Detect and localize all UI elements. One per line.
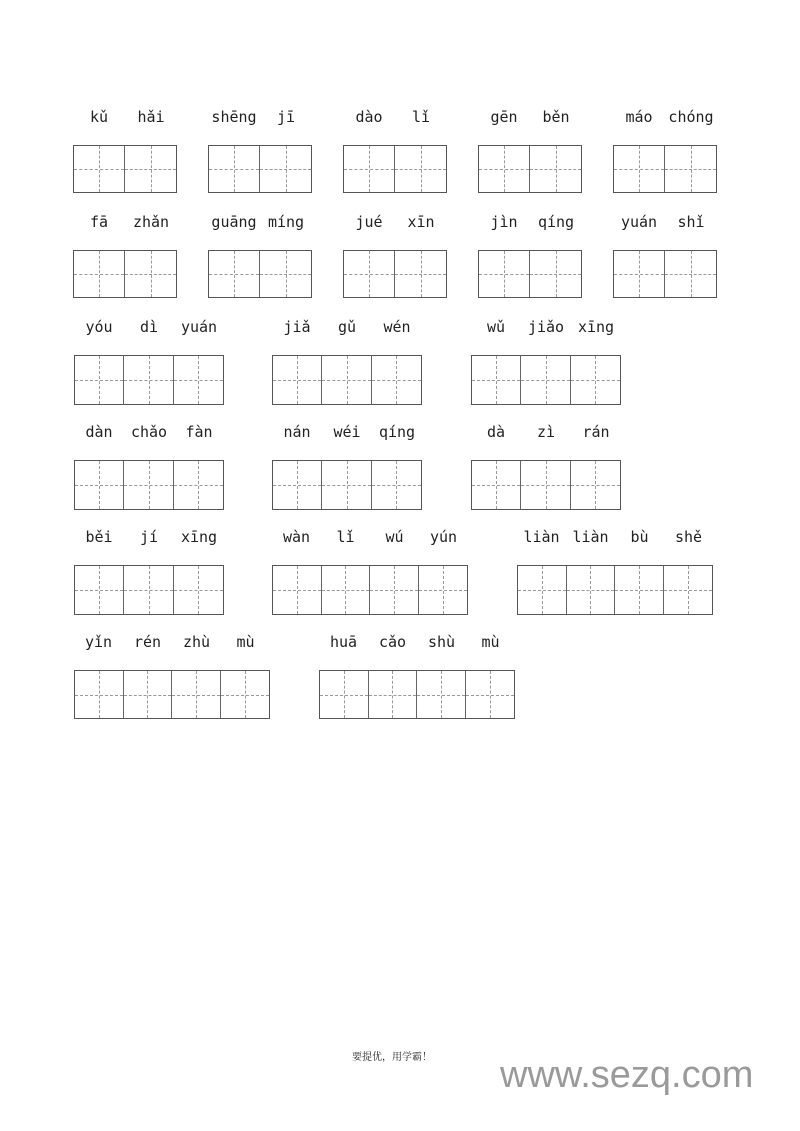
pinyin-syllable: bù bbox=[630, 528, 649, 546]
tianzige-cell[interactable] bbox=[124, 356, 173, 404]
pinyin-label bbox=[73, 213, 177, 231]
horizontal-guide-line bbox=[260, 169, 311, 170]
horizontal-guide-line bbox=[174, 485, 223, 486]
character-writing-grid bbox=[272, 460, 422, 510]
pinyin-label bbox=[272, 528, 468, 546]
horizontal-guide-line bbox=[530, 169, 581, 170]
pinyin-syllable: shǐ bbox=[677, 213, 705, 231]
pinyin-syllable: lǐ bbox=[411, 108, 431, 126]
horizontal-guide-line bbox=[320, 695, 368, 696]
tianzige-cell[interactable] bbox=[209, 146, 260, 192]
pinyin-syllable: běi bbox=[85, 528, 113, 546]
character-writing-grid bbox=[517, 565, 713, 615]
horizontal-guide-line bbox=[571, 485, 620, 486]
pinyin-syllable: nán bbox=[283, 423, 311, 441]
pinyin-syllable: yóu bbox=[85, 318, 113, 336]
pinyin-label bbox=[478, 108, 582, 126]
horizontal-guide-line bbox=[260, 274, 311, 275]
tianzige-cell[interactable] bbox=[75, 356, 124, 404]
horizontal-guide-line bbox=[466, 695, 515, 696]
pinyin-syllable: xīn bbox=[407, 213, 435, 231]
horizontal-guide-line bbox=[124, 695, 172, 696]
pinyin-label bbox=[272, 318, 422, 336]
tianzige-cell[interactable] bbox=[174, 356, 223, 404]
tianzige-cell[interactable] bbox=[419, 566, 468, 614]
tianzige-cell[interactable] bbox=[74, 251, 125, 297]
tianzige-cell[interactable] bbox=[571, 461, 620, 509]
horizontal-guide-line bbox=[614, 274, 664, 275]
horizontal-guide-line bbox=[209, 169, 259, 170]
horizontal-guide-line bbox=[124, 380, 172, 381]
pinyin-syllable: chóng bbox=[668, 108, 714, 126]
horizontal-guide-line bbox=[479, 274, 529, 275]
pinyin-syllable: shēng bbox=[211, 108, 257, 126]
horizontal-guide-line bbox=[369, 695, 417, 696]
pinyin-syllable: zhù bbox=[182, 633, 211, 651]
tianzige-cell[interactable] bbox=[521, 356, 570, 404]
horizontal-guide-line bbox=[571, 380, 620, 381]
horizontal-guide-line bbox=[372, 485, 421, 486]
pinyin-syllable: míng bbox=[267, 213, 305, 231]
tianzige-cell[interactable] bbox=[124, 461, 173, 509]
character-writing-grid bbox=[319, 670, 515, 719]
horizontal-guide-line bbox=[75, 380, 123, 381]
pinyin-label bbox=[73, 108, 177, 126]
pinyin-syllable: jiǎ bbox=[283, 318, 311, 336]
horizontal-guide-line bbox=[172, 695, 220, 696]
pinyin-syllable: jué bbox=[355, 213, 383, 231]
pinyin-syllable: cǎo bbox=[378, 633, 407, 651]
tianzige-cell[interactable] bbox=[322, 461, 371, 509]
horizontal-guide-line bbox=[518, 590, 566, 591]
character-writing-grid bbox=[471, 355, 621, 405]
character-writing-grid bbox=[343, 250, 447, 298]
tianzige-cell[interactable] bbox=[372, 356, 421, 404]
character-writing-grid bbox=[613, 250, 717, 298]
tianzige-cell[interactable] bbox=[664, 566, 713, 614]
tianzige-cell[interactable] bbox=[417, 671, 466, 718]
tianzige-cell[interactable] bbox=[472, 461, 521, 509]
tianzige-cell[interactable] bbox=[320, 671, 369, 718]
pinyin-syllable: wéi bbox=[333, 423, 361, 441]
pinyin-syllable: gēn bbox=[490, 108, 518, 126]
horizontal-guide-line bbox=[124, 485, 172, 486]
horizontal-guide-line bbox=[74, 169, 124, 170]
tianzige-cell[interactable] bbox=[479, 146, 530, 192]
pinyin-syllable: jī bbox=[276, 108, 296, 126]
horizontal-guide-line bbox=[521, 485, 569, 486]
horizontal-guide-line bbox=[665, 169, 716, 170]
tianzige-cell[interactable] bbox=[665, 251, 716, 297]
tianzige-cell[interactable] bbox=[665, 146, 716, 192]
tianzige-cell[interactable] bbox=[344, 146, 395, 192]
tianzige-cell[interactable] bbox=[322, 566, 371, 614]
tianzige-cell[interactable] bbox=[221, 671, 270, 718]
horizontal-guide-line bbox=[273, 380, 321, 381]
horizontal-guide-line bbox=[75, 485, 123, 486]
pinyin-syllable: wǔ bbox=[486, 318, 506, 336]
pinyin-syllable: jiǎo bbox=[527, 318, 565, 336]
character-writing-grid bbox=[471, 460, 621, 510]
tianzige-cell[interactable] bbox=[344, 251, 395, 297]
tianzige-cell[interactable] bbox=[472, 356, 521, 404]
horizontal-guide-line bbox=[419, 590, 468, 591]
horizontal-guide-line bbox=[74, 274, 124, 275]
tianzige-cell[interactable] bbox=[273, 461, 322, 509]
tianzige-cell[interactable] bbox=[75, 566, 124, 614]
tianzige-cell[interactable] bbox=[125, 146, 176, 192]
horizontal-guide-line bbox=[125, 274, 176, 275]
pinyin-syllable: fā bbox=[89, 213, 109, 231]
character-writing-grid bbox=[74, 355, 224, 405]
pinyin-label bbox=[343, 213, 447, 231]
pinyin-syllable: máo bbox=[625, 108, 653, 126]
pinyin-syllable: jìn bbox=[490, 213, 518, 231]
horizontal-guide-line bbox=[395, 169, 446, 170]
horizontal-guide-line bbox=[125, 169, 176, 170]
horizontal-guide-line bbox=[530, 274, 581, 275]
pinyin-syllable: wàn bbox=[282, 528, 311, 546]
pinyin-label bbox=[208, 213, 312, 231]
pinyin-label bbox=[471, 318, 621, 336]
pinyin-syllable: zhǎn bbox=[132, 213, 170, 231]
horizontal-guide-line bbox=[174, 590, 223, 591]
horizontal-guide-line bbox=[221, 695, 270, 696]
horizontal-guide-line bbox=[479, 169, 529, 170]
horizontal-guide-line bbox=[75, 590, 123, 591]
pinyin-syllable: dà bbox=[486, 423, 506, 441]
horizontal-guide-line bbox=[472, 485, 520, 486]
pinyin-syllable: shù bbox=[427, 633, 456, 651]
pinyin-syllable: wú bbox=[385, 528, 404, 546]
horizontal-guide-line bbox=[567, 590, 615, 591]
footer-slogan: 要提优，用学霸！ bbox=[352, 1052, 432, 1063]
pinyin-label bbox=[471, 423, 621, 441]
pinyin-syllable: yǐn bbox=[84, 633, 113, 651]
pinyin-syllable: rén bbox=[133, 633, 162, 651]
tianzige-cell[interactable] bbox=[174, 461, 223, 509]
pinyin-syllable: hǎi bbox=[137, 108, 165, 126]
horizontal-guide-line bbox=[664, 590, 713, 591]
pinyin-syllable: qíng bbox=[378, 423, 416, 441]
character-writing-grid bbox=[73, 250, 177, 298]
pinyin-syllable: mù bbox=[236, 633, 255, 651]
tianzige-cell[interactable] bbox=[370, 566, 419, 614]
tianzige-cell[interactable] bbox=[74, 146, 125, 192]
pinyin-label bbox=[613, 108, 717, 126]
horizontal-guide-line bbox=[370, 590, 418, 591]
pinyin-syllable: dào bbox=[355, 108, 383, 126]
pinyin-syllable: zì bbox=[536, 423, 556, 441]
tianzige-cell[interactable] bbox=[209, 251, 260, 297]
horizontal-guide-line bbox=[124, 590, 172, 591]
horizontal-guide-line bbox=[344, 169, 394, 170]
tianzige-cell[interactable] bbox=[615, 566, 664, 614]
character-writing-grid bbox=[613, 145, 717, 193]
horizontal-guide-line bbox=[174, 380, 223, 381]
tianzige-cell[interactable] bbox=[518, 566, 567, 614]
horizontal-guide-line bbox=[75, 695, 123, 696]
tianzige-cell[interactable] bbox=[530, 251, 581, 297]
tianzige-cell[interactable] bbox=[273, 356, 322, 404]
character-writing-grid bbox=[343, 145, 447, 193]
pinyin-syllable: yún bbox=[429, 528, 458, 546]
horizontal-guide-line bbox=[614, 169, 664, 170]
horizontal-guide-line bbox=[209, 274, 259, 275]
pinyin-syllable: dàn bbox=[85, 423, 113, 441]
tianzige-cell[interactable] bbox=[260, 146, 311, 192]
tianzige-cell[interactable] bbox=[521, 461, 570, 509]
pinyin-syllable: lǐ bbox=[336, 528, 355, 546]
horizontal-guide-line bbox=[273, 590, 321, 591]
pinyin-syllable: yuán bbox=[180, 318, 218, 336]
tianzige-cell[interactable] bbox=[125, 251, 176, 297]
tianzige-cell[interactable] bbox=[174, 566, 223, 614]
tianzige-cell[interactable] bbox=[172, 671, 221, 718]
pinyin-label bbox=[74, 423, 224, 441]
pinyin-syllable: guāng bbox=[211, 213, 257, 231]
tianzige-cell[interactable] bbox=[75, 461, 124, 509]
pinyin-syllable: gǔ bbox=[337, 318, 357, 336]
pinyin-syllable: xīng bbox=[577, 318, 615, 336]
character-writing-grid bbox=[478, 145, 582, 193]
horizontal-guide-line bbox=[472, 380, 520, 381]
character-writing-grid bbox=[208, 250, 312, 298]
pinyin-syllable: shě bbox=[674, 528, 703, 546]
tianzige-cell[interactable] bbox=[571, 356, 620, 404]
tianzige-cell[interactable] bbox=[479, 251, 530, 297]
pinyin-syllable: liàn bbox=[572, 528, 609, 546]
tianzige-cell[interactable] bbox=[530, 146, 581, 192]
tianzige-cell[interactable] bbox=[372, 461, 421, 509]
character-writing-grid bbox=[74, 565, 224, 615]
horizontal-guide-line bbox=[273, 485, 321, 486]
tianzige-cell[interactable] bbox=[369, 671, 418, 718]
pinyin-syllable: chǎo bbox=[130, 423, 168, 441]
horizontal-guide-line bbox=[372, 380, 421, 381]
pinyin-syllable: fàn bbox=[185, 423, 213, 441]
pinyin-syllable: mù bbox=[481, 633, 500, 651]
horizontal-guide-line bbox=[395, 274, 446, 275]
character-writing-grid bbox=[208, 145, 312, 193]
tianzige-cell[interactable] bbox=[322, 356, 371, 404]
horizontal-guide-line bbox=[417, 695, 465, 696]
horizontal-guide-line bbox=[322, 590, 370, 591]
pinyin-label bbox=[272, 423, 422, 441]
horizontal-guide-line bbox=[665, 274, 716, 275]
horizontal-guide-line bbox=[615, 590, 663, 591]
horizontal-guide-line bbox=[322, 380, 370, 381]
pinyin-label bbox=[74, 528, 224, 546]
pinyin-label bbox=[478, 213, 582, 231]
watermark-url: www.sezq.com bbox=[500, 1054, 754, 1096]
pinyin-syllable: huā bbox=[329, 633, 358, 651]
horizontal-guide-line bbox=[322, 485, 370, 486]
tianzige-cell[interactable] bbox=[260, 251, 311, 297]
tianzige-cell[interactable] bbox=[466, 671, 515, 718]
pinyin-syllable: wén bbox=[383, 318, 411, 336]
pinyin-label bbox=[74, 633, 270, 651]
character-writing-grid bbox=[272, 565, 468, 615]
tianzige-cell[interactable] bbox=[124, 566, 173, 614]
horizontal-guide-line bbox=[521, 380, 569, 381]
pinyin-label bbox=[208, 108, 312, 126]
tianzige-cell[interactable] bbox=[124, 671, 173, 718]
tianzige-cell[interactable] bbox=[614, 251, 665, 297]
pinyin-syllable: dì bbox=[139, 318, 159, 336]
pinyin-syllable: xīng bbox=[180, 528, 218, 546]
tianzige-cell[interactable] bbox=[614, 146, 665, 192]
pinyin-label bbox=[319, 633, 515, 651]
character-writing-grid bbox=[74, 460, 224, 510]
tianzige-cell[interactable] bbox=[395, 146, 446, 192]
pinyin-label bbox=[517, 528, 713, 546]
pinyin-label bbox=[74, 318, 224, 336]
pinyin-syllable: běn bbox=[542, 108, 570, 126]
character-writing-grid bbox=[74, 670, 270, 719]
pinyin-syllable: yuán bbox=[620, 213, 658, 231]
pinyin-label bbox=[613, 213, 717, 231]
pinyin-syllable: liàn bbox=[523, 528, 560, 546]
tianzige-cell[interactable] bbox=[567, 566, 616, 614]
tianzige-cell[interactable] bbox=[395, 251, 446, 297]
pinyin-syllable: kǔ bbox=[89, 108, 109, 126]
character-writing-grid bbox=[478, 250, 582, 298]
character-writing-grid bbox=[272, 355, 422, 405]
tianzige-cell[interactable] bbox=[75, 671, 124, 718]
pinyin-syllable: qíng bbox=[537, 213, 575, 231]
tianzige-cell[interactable] bbox=[273, 566, 322, 614]
character-writing-grid bbox=[73, 145, 177, 193]
pinyin-syllable: jí bbox=[139, 528, 159, 546]
pinyin-label bbox=[343, 108, 447, 126]
pinyin-syllable: rán bbox=[582, 423, 610, 441]
horizontal-guide-line bbox=[344, 274, 394, 275]
